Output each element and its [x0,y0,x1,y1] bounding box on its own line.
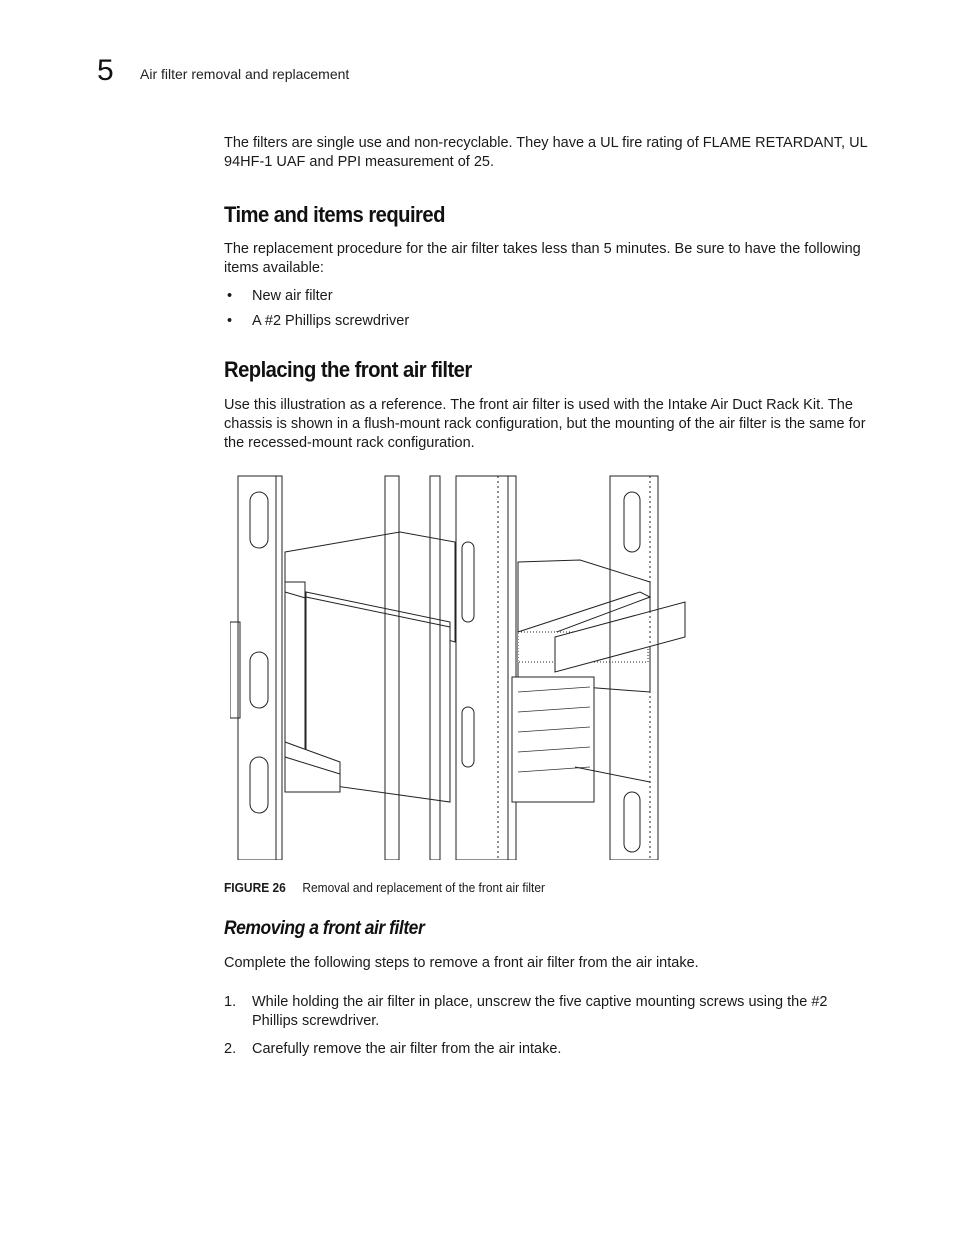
right-rack-post [610,476,658,860]
list-item-text: New air filter [252,288,333,304]
list-item-text: A #2 Phillips screwdriver [252,313,410,329]
removing-section [224,918,874,1059]
figure-label: FIGURE 26 [224,880,286,895]
replacing-paragraph: Use this illustration as a reference. The front air filter is used with the Intake Air Duct Rack Kit. The chassis is shown in a flush-mount rack configuration, but the mounting of the air filter is the same for the recessed-mount rack configuration. [224,397,866,451]
page-body [224,134,874,453]
removing-paragraph: Complete the following steps to remove a front air filter from the air intake. [224,955,699,971]
bullet-glyph: • [227,288,233,304]
bullet-glyph: • [227,313,233,329]
step-text: Carefully remove the air filter from the air intake. [252,1041,562,1057]
running-title: Air filter removal and replacement [140,66,350,82]
section-heading-time-items: Time and items required [224,202,445,227]
items-list [224,287,874,331]
removal-steps [224,993,874,1059]
list-item [224,1040,874,1059]
step-number: 1. [224,994,237,1010]
figure-illustration [230,472,692,860]
step-number: 2. [224,1041,237,1057]
step-text: While holding the air filter in place, unscrew the five captive mounting screws using the #2 Phillips screwdriver. [252,994,828,1029]
time-items-paragraph: The replacement procedure for the air filter takes less than 5 minutes. Be sure to have the following items available: [224,241,861,276]
left-rack-post [230,476,282,860]
subsection-heading-removing: Removing a front air filter [224,918,425,939]
chapter-number: 5 [97,54,114,87]
section-heading-replacing: Replacing the front air filter [224,357,472,382]
list-item [224,993,874,1031]
list-item [224,287,874,306]
rack-chassis-illustration [230,472,692,860]
list-item [224,312,874,331]
figure-caption-text: Removal and replacement of the front air filter [302,880,546,895]
figure-caption [224,880,545,895]
right-chassis [512,560,685,802]
intro-paragraph: The filters are single use and non-recyclable. They have a UL fire rating of FLAME RETARDANT, UL 94HF-1 UAF and PPI measurement of 25. [224,135,868,170]
